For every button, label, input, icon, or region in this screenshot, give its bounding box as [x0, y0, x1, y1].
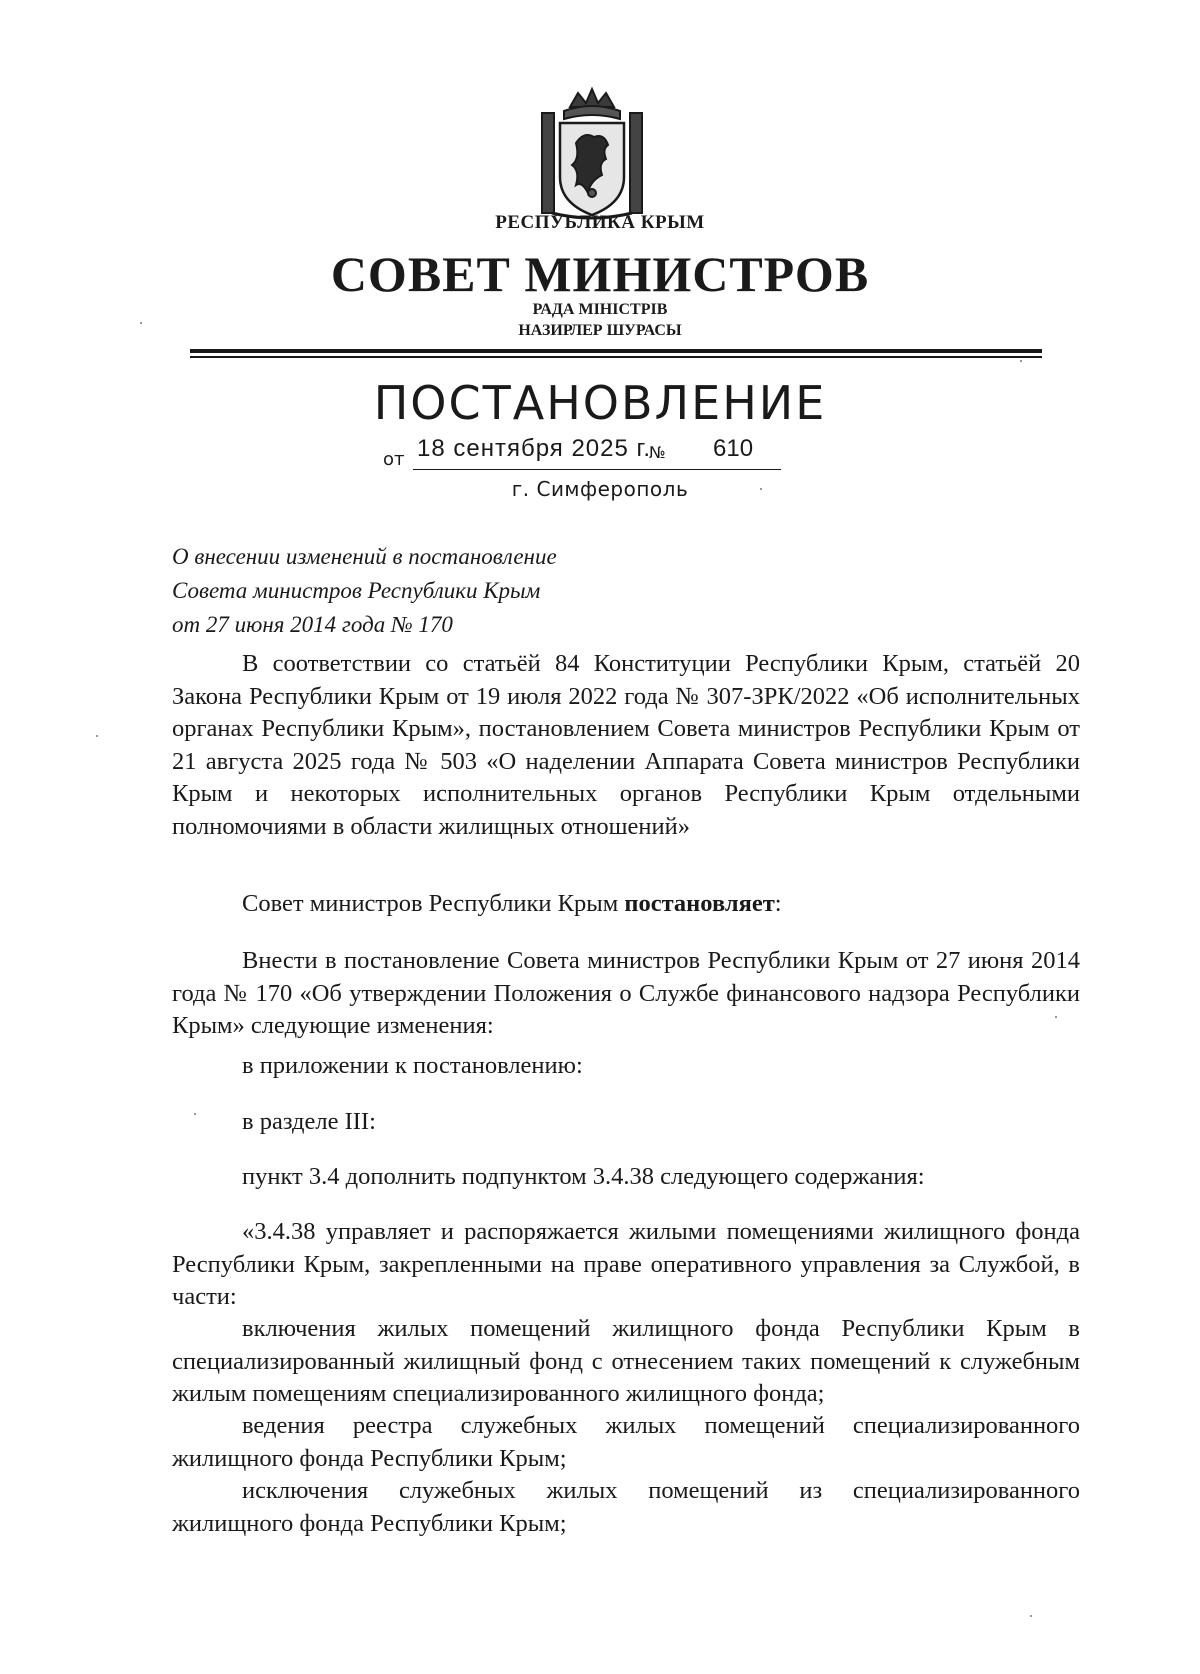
scan-speck — [194, 1113, 196, 1115]
scan-speck — [96, 735, 98, 737]
amend-paragraph: Внести в постановление Совета министров Республики Крым от 27 июня 2014 года № 170 «Об утверждении Положения о Службе финансового надзора Республики Крым» следующие изменения: — [172, 947, 1080, 1039]
decree-title: ПОСТАНОВЛЕНИЕ — [373, 376, 827, 430]
scan-speck — [1055, 1016, 1057, 1018]
header-rule-thin — [190, 356, 1042, 358]
scan-speck — [760, 488, 762, 490]
subpoint-3438-paragraph: «3.4.38 управляет и распоряжается жилыми помещениями жилищного фонда Республики Крым, закрепленными на праве оперативного управления за Службой, в части: — [172, 1218, 1080, 1310]
decree-subject — [172, 540, 557, 642]
subject-line: О внесении изменений в постановление — [172, 544, 557, 569]
council-title-crimean-tatar: НАЗИРЛЕР ШУРАСЫ — [518, 322, 682, 339]
scan-speck — [1030, 1615, 1032, 1617]
inclusion-paragraph: включения жилых помещений жилищного фонда Республики Крым в специализированный жилищный фонд с отнесением таких помещений к служебным жилым помещениям специализированного жилищного фонда; — [172, 1315, 1080, 1407]
exclusion-paragraph: исключения служебных жилых помещений из специализированного жилищного фонда Республики Крым; — [172, 1477, 1080, 1537]
resolves-keyword: постановляет — [624, 890, 775, 917]
scan-speck — [140, 322, 142, 324]
decree-date-line — [383, 435, 783, 471]
date-underline — [413, 469, 781, 470]
scan-speck — [1020, 360, 1022, 362]
subject-line: Совета министров Республики Крым — [172, 578, 541, 603]
council-title: СОВЕТ МИНИСТРОВ — [330, 246, 870, 302]
decree-city: г. Симферополь — [511, 477, 689, 501]
preamble-paragraph: В соответствии со статьёй 84 Конституции Республики Крым, статьёй 20 Закона Республики Крым от 19 июля 2022 года № 307-ЗРК/2022 «Об исполнительных органах Республики Крым», постановлением Совета министров Республики Крым от 21 августа 2025 года № 503 «О наделении Аппарата Совета министров Республики Крым и некоторых исполнительных органов Республики Крым отдельными полномочиями в области жилищных отношений» — [172, 650, 1080, 840]
resolves-text: Совет министров Республики Крым — [242, 890, 625, 917]
point-paragraph: пункт 3.4 дополнить подпунктом 3.4.38 следующего содержания: — [242, 1163, 925, 1190]
decree-date: 18 сентября 2025 г. — [417, 435, 651, 462]
number-sign: № — [649, 443, 666, 462]
decree-number: 610 — [713, 435, 754, 462]
crimea-coat-of-arms-icon — [532, 85, 652, 223]
registry-paragraph: ведения реестра служебных жилых помещений специализированного жилищного фонда Республики Крым; — [172, 1412, 1080, 1472]
republic-name: РЕСПУБЛИКА КРЫМ — [495, 212, 705, 233]
resolves-paragraph — [172, 888, 1080, 921]
subject-line: от 27 июня 2014 года № 170 — [172, 612, 453, 637]
date-prefix: от — [383, 449, 405, 470]
council-title-ukrainian: РАДА МІНІСТРІВ — [532, 301, 668, 318]
header-rule-thick — [190, 349, 1042, 353]
resolves-colon: : — [774, 890, 782, 917]
section-paragraph: в разделе III: — [242, 1108, 376, 1135]
appendix-paragraph: в приложении к постановлению: — [242, 1052, 583, 1079]
